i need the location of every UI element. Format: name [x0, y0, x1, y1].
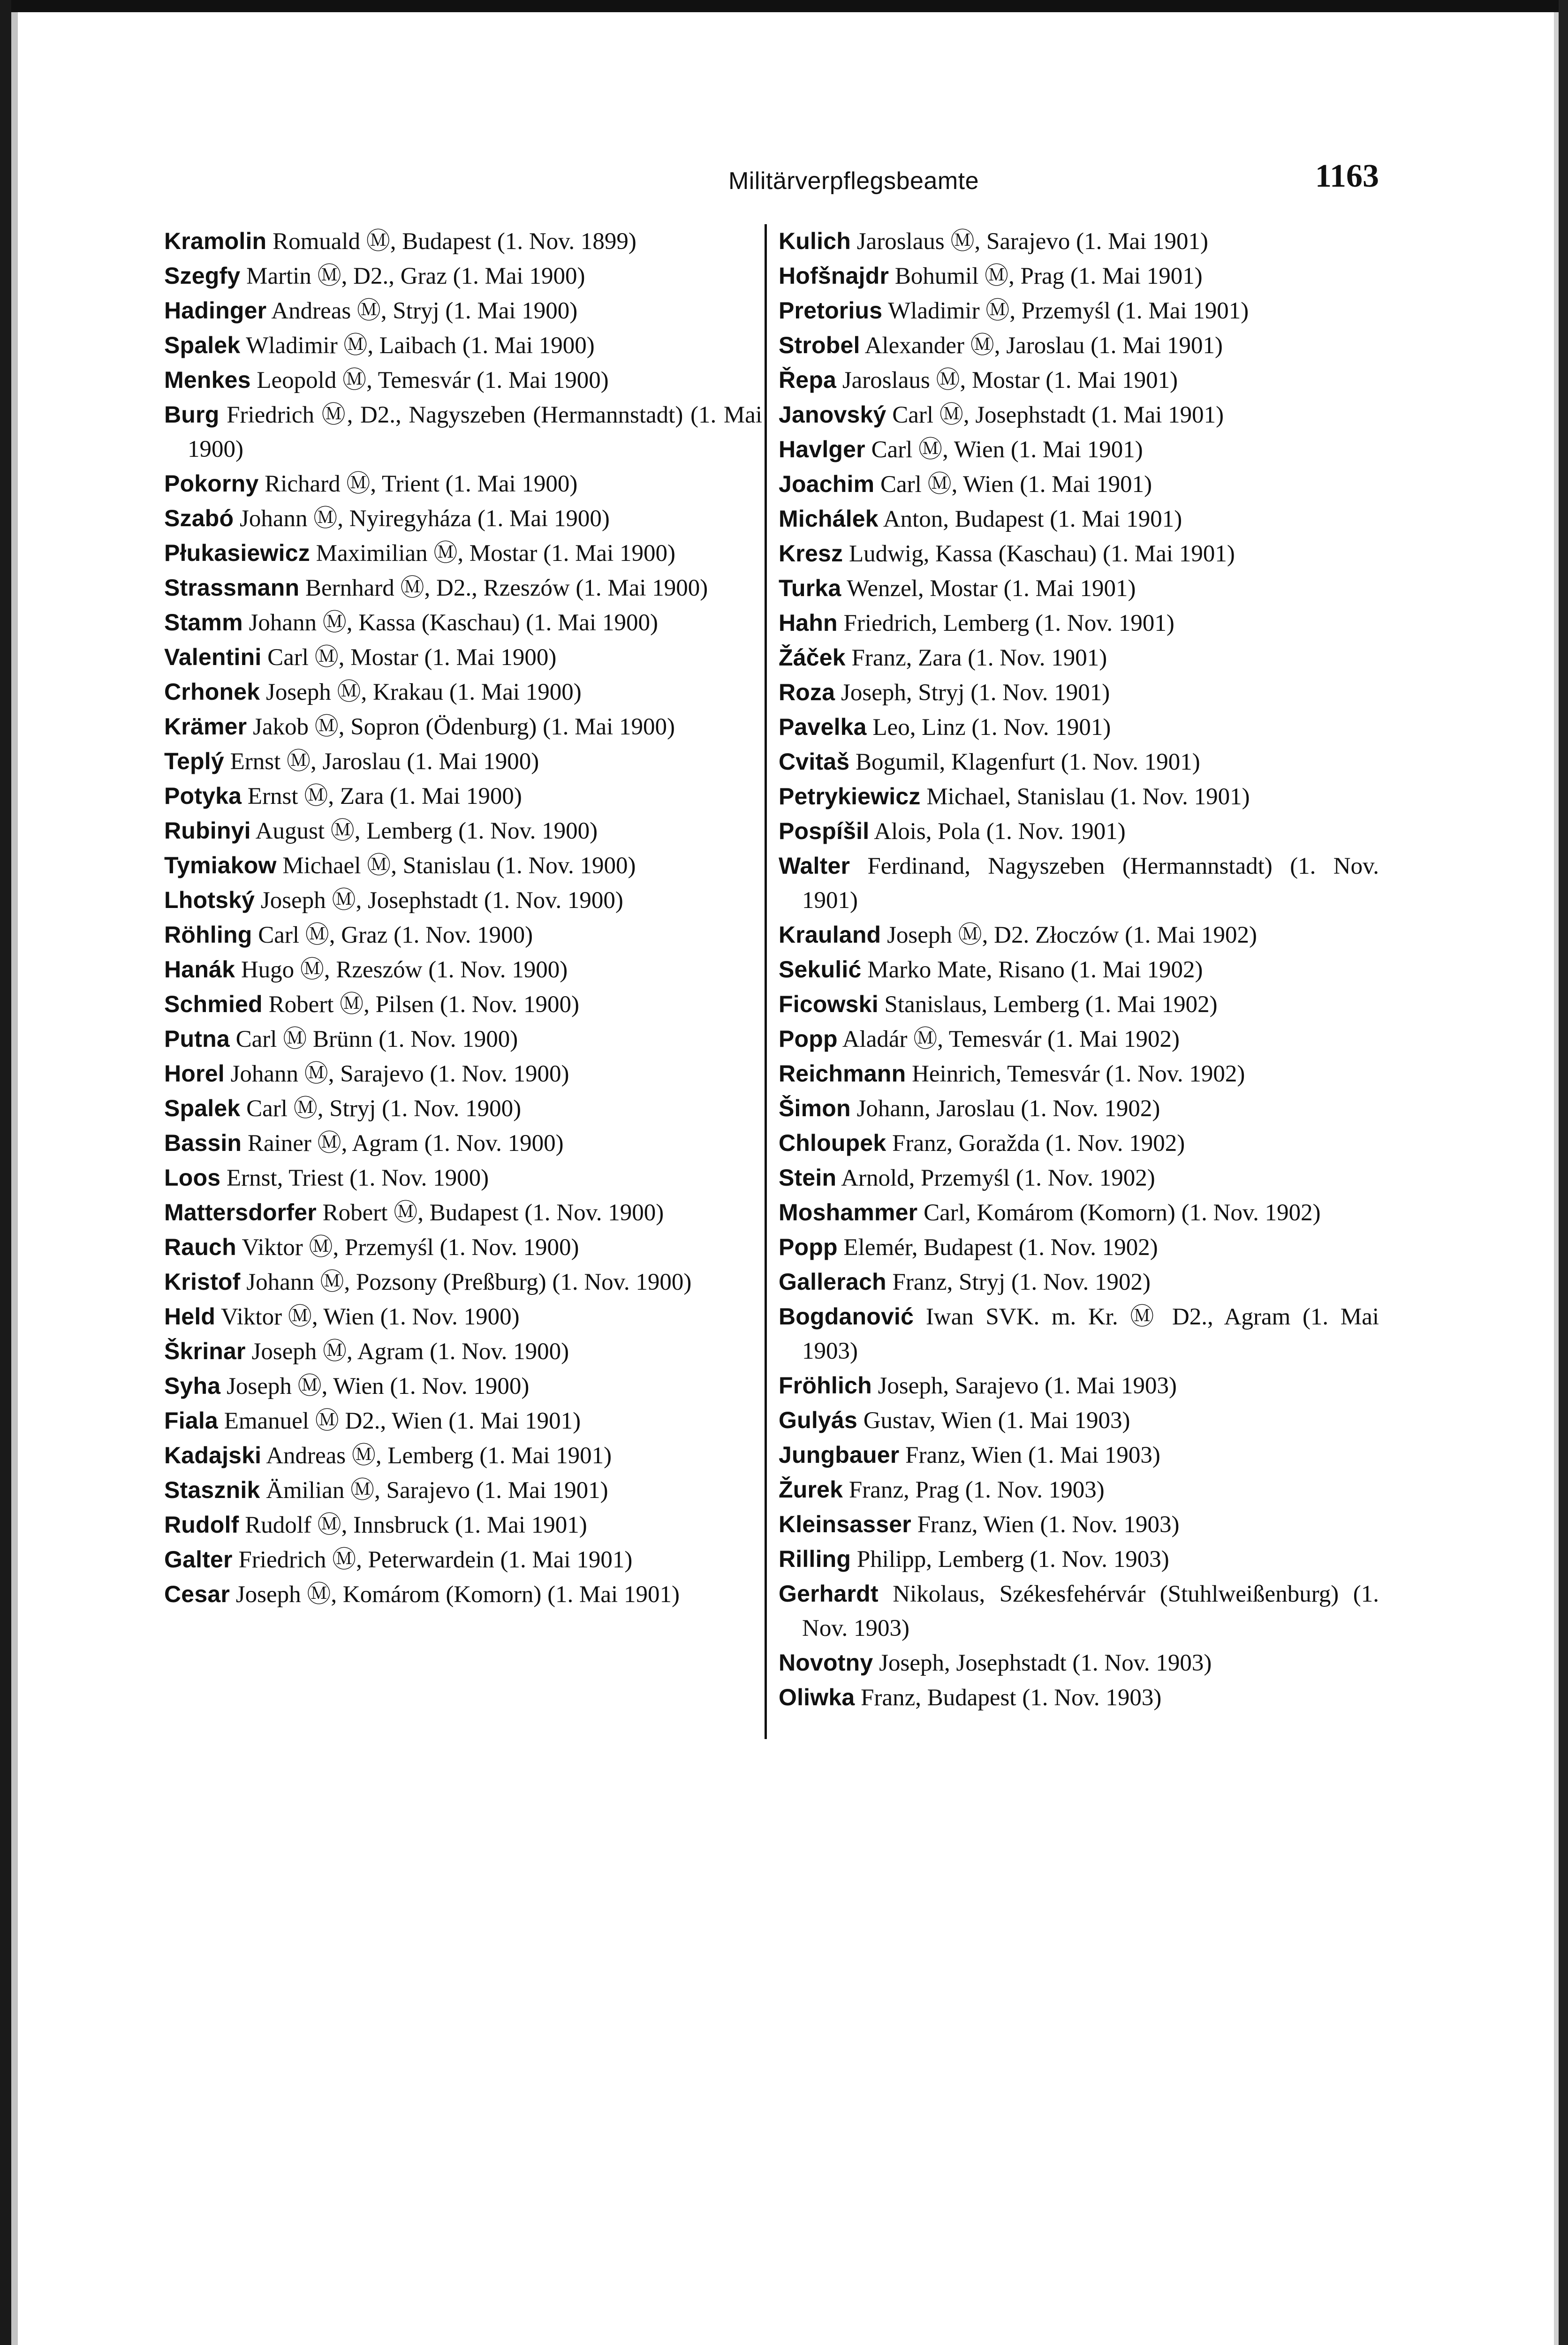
register-entry	[779, 259, 1379, 294]
scan-border-right	[1559, 0, 1568, 2345]
register-entry	[164, 1230, 762, 1265]
entry-surname: Hanák	[164, 956, 235, 983]
entry-surname: Fiala	[164, 1407, 218, 1434]
register-entry	[164, 1369, 762, 1404]
register-entry	[779, 918, 1379, 953]
entry-surname: Spalek	[164, 1095, 241, 1121]
entry-surname: Spalek	[164, 332, 241, 358]
entry-surname: Reichmann	[779, 1060, 906, 1087]
right-column	[779, 224, 1379, 1715]
entry-surname: Strobel	[779, 332, 860, 358]
register-entry	[164, 1508, 762, 1543]
entry-details: Rudolf Ⓜ, Innsbruck (1. Mai 1901)	[245, 1512, 587, 1538]
entry-details: Ernst, Triest (1. Nov. 1900)	[226, 1165, 489, 1191]
entry-details: Joseph Ⓜ, Krakau (1. Mai 1900)	[265, 679, 582, 705]
entry-details: Hugo Ⓜ, Rzeszów (1. Nov. 1900)	[241, 957, 568, 983]
register-entry	[779, 849, 1379, 918]
entry-details: Johann Ⓜ, Kassa (Kaschau) (1. Mai 1900)	[249, 610, 658, 636]
page-header	[164, 155, 1379, 206]
entry-details: Emanuel Ⓜ D2., Wien (1. Mai 1901)	[224, 1408, 581, 1434]
entry-details: Franz, Wien (1. Mai 1903)	[905, 1442, 1160, 1468]
entry-details: Heinrich, Temesvár (1. Nov. 1902)	[912, 1061, 1245, 1087]
entry-details: Ämilian Ⓜ, Sarajevo (1. Mai 1901)	[266, 1477, 608, 1504]
entry-details: Jaroslaus Ⓜ, Mostar (1. Mai 1901)	[842, 367, 1178, 393]
entry-details: Romuald Ⓜ, Budapest (1. Nov. 1899)	[273, 228, 636, 255]
entry-surname: Tymiakow	[164, 852, 277, 878]
register-entry	[164, 1543, 762, 1577]
register-entry	[779, 1161, 1379, 1195]
register-entry	[779, 363, 1379, 398]
register-entry	[779, 953, 1379, 987]
entry-surname: Rudolf	[164, 1512, 239, 1538]
entry-details: Jakob Ⓜ, Sopron (Ödenburg) (1. Mai 1900)	[253, 714, 675, 740]
entry-details: Franz, Zara (1. Nov. 1901)	[851, 645, 1107, 671]
register-entry	[779, 294, 1379, 328]
register-entry	[164, 1577, 762, 1612]
register-entry	[779, 1265, 1379, 1300]
entry-details: Anton, Budapest (1. Mai 1901)	[883, 506, 1182, 532]
entry-surname: Stamm	[164, 609, 243, 635]
entry-surname: Gerhardt	[779, 1581, 879, 1607]
entry-details: Carl Ⓜ Brünn (1. Nov. 1900)	[235, 1026, 518, 1052]
register-entry	[779, 1230, 1379, 1265]
entry-details: Franz, Goražda (1. Nov. 1902)	[892, 1130, 1185, 1157]
register-entry	[164, 605, 762, 640]
entry-surname: Kramolin	[164, 228, 267, 254]
entry-details: Elemér, Budapest (1. Nov. 1902)	[843, 1234, 1158, 1261]
entry-details: Johann Ⓜ, Nyiregyháza (1. Mai 1900)	[240, 506, 610, 532]
register-entry	[164, 259, 762, 294]
register-entry	[779, 1369, 1379, 1403]
entry-surname: Pospíšil	[779, 818, 870, 844]
register-entry	[164, 328, 762, 363]
register-entry	[164, 675, 762, 710]
entry-details: Franz, Prag (1. Nov. 1903)	[848, 1477, 1105, 1503]
entry-details: Wladimir Ⓜ, Przemyśl (1. Mai 1901)	[888, 298, 1249, 324]
register-entry	[779, 1438, 1379, 1473]
entry-surname: Turka	[779, 575, 841, 601]
entry-surname: Hahn	[779, 610, 838, 636]
entry-surname: Szegfy	[164, 263, 241, 289]
entry-surname: Syha	[164, 1373, 221, 1399]
register-entry	[164, 1022, 762, 1057]
entry-details: Viktor Ⓜ, Przemyśl (1. Nov. 1900)	[242, 1234, 579, 1261]
register-entry	[779, 328, 1379, 363]
register-entry	[164, 1334, 762, 1369]
entry-surname: Röhling	[164, 922, 252, 948]
entry-details: Friedrich Ⓜ, Peterwardein (1. Mai 1901)	[238, 1547, 633, 1573]
register-entry	[779, 1646, 1379, 1680]
entry-surname: Roza	[779, 679, 835, 705]
register-entry	[164, 224, 762, 259]
entry-surname: Krauland	[779, 922, 881, 948]
entry-details: Marko Mate, Risano (1. Mai 1902)	[867, 957, 1203, 983]
entry-details: Andreas Ⓜ, Stryj (1. Mai 1900)	[271, 298, 578, 324]
register-entry	[779, 1577, 1379, 1646]
entry-details: Alois, Pola (1. Nov. 1901)	[874, 818, 1126, 845]
register-entry	[164, 294, 762, 328]
entry-surname: Škrinar	[164, 1338, 246, 1364]
register-entry	[164, 953, 762, 987]
entry-surname: Kadajski	[164, 1442, 262, 1468]
page-number: 1163	[1315, 158, 1379, 194]
entry-surname: Pretorius	[779, 297, 883, 324]
entry-details: Johann Ⓜ, Pozsony (Preßburg) (1. Nov. 1900)	[246, 1269, 692, 1295]
register-entry	[779, 1507, 1379, 1542]
entry-details: Carl Ⓜ, Wien (1. Mai 1901)	[880, 471, 1152, 498]
entry-details: Leopold Ⓜ, Temesvár (1. Mai 1900)	[257, 367, 609, 393]
register-entry	[164, 1404, 762, 1438]
entry-details: Leo, Linz (1. Nov. 1901)	[872, 714, 1111, 741]
register-entry	[779, 745, 1379, 779]
register-entry	[779, 710, 1379, 745]
entry-details: Wladimir Ⓜ, Laibach (1. Mai 1900)	[246, 333, 595, 359]
entry-surname: Loos	[164, 1165, 221, 1191]
entry-details: August Ⓜ, Lemberg (1. Nov. 1900)	[255, 818, 598, 844]
register-entry	[164, 918, 762, 953]
register-entry	[164, 1057, 762, 1091]
entry-surname: Sekulić	[779, 956, 862, 983]
entry-surname: Strassmann	[164, 575, 300, 601]
entry-details: Friedrich Ⓜ, D2., Nagyszeben (Hermannstadt) (1. Mai 1900)	[188, 402, 762, 462]
register-entry	[779, 537, 1379, 571]
scan-border-left	[0, 0, 11, 2345]
entry-surname: Schmied	[164, 991, 263, 1017]
entry-details: Joseph Ⓜ, Wien (1. Nov. 1900)	[227, 1373, 530, 1399]
register-entry	[164, 363, 762, 398]
register-entry	[164, 398, 762, 467]
register-entry	[779, 1126, 1379, 1161]
entry-details: Richard Ⓜ, Trient (1. Mai 1900)	[265, 471, 578, 497]
entry-details: Joseph Ⓜ, Komárom (Komorn) (1. Mai 1901)	[235, 1581, 680, 1608]
entry-surname: Fröhlich	[779, 1372, 872, 1399]
column-rule	[765, 224, 767, 1739]
register-entry	[779, 1473, 1379, 1507]
entry-details: Stanislaus, Lemberg (1. Mai 1902)	[884, 991, 1218, 1018]
register-entry	[779, 1300, 1379, 1369]
register-entry	[779, 814, 1379, 849]
register-entry	[779, 1057, 1379, 1091]
entry-details: Ernst Ⓜ, Jaroslau (1. Mai 1900)	[230, 749, 539, 775]
entry-details: Friedrich, Lemberg (1. Nov. 1901)	[843, 610, 1174, 636]
entry-surname: Menkes	[164, 367, 251, 393]
entry-details: Joseph, Josephstadt (1. Nov. 1903)	[879, 1650, 1212, 1676]
entry-surname: Kleinsasser	[779, 1511, 911, 1537]
register-entry	[164, 710, 762, 744]
entry-surname: Valentini	[164, 644, 262, 670]
entry-surname: Cesar	[164, 1581, 230, 1607]
register-entry	[779, 432, 1379, 467]
entry-details: Viktor Ⓜ, Wien (1. Nov. 1900)	[221, 1304, 520, 1330]
register-entry	[164, 571, 762, 605]
entry-details: Joseph Ⓜ, D2. Złoczów (1. Mai 1902)	[887, 922, 1257, 948]
entry-surname: Petrykiewicz	[779, 783, 921, 809]
entry-details: Franz, Stryj (1. Nov. 1902)	[892, 1269, 1151, 1295]
entry-surname: Michálek	[779, 506, 879, 532]
entry-surname: Rauch	[164, 1234, 236, 1260]
register-entry	[164, 883, 762, 918]
register-entry	[779, 1195, 1379, 1230]
register-entry	[164, 1473, 762, 1508]
scan-shadow-left	[11, 12, 18, 2345]
entry-surname: Stein	[779, 1165, 837, 1191]
register-entry	[164, 640, 762, 675]
register-entry	[164, 1195, 762, 1230]
entry-surname: Bassin	[164, 1130, 242, 1156]
entry-details: Aladár Ⓜ, Temesvár (1. Mai 1902)	[842, 1026, 1180, 1052]
entry-surname: Cvitaš	[779, 749, 850, 775]
register-entry	[164, 1091, 762, 1126]
register-entry	[779, 987, 1379, 1022]
entry-surname: Hadinger	[164, 297, 267, 324]
register-entry	[779, 675, 1379, 710]
entry-surname: Gallerach	[779, 1269, 886, 1295]
entry-details: Robert Ⓜ, Budapest (1. Nov. 1900)	[322, 1200, 664, 1226]
register-entry	[779, 398, 1379, 432]
entry-details: Jaroslaus Ⓜ, Sarajevo (1. Mai 1901)	[856, 228, 1208, 255]
entry-details: Johann Ⓜ, Sarajevo (1. Nov. 1900)	[230, 1061, 569, 1087]
entry-surname: Popp	[779, 1234, 838, 1260]
entry-details: Alexander Ⓜ, Jaroslau (1. Mai 1901)	[864, 333, 1223, 359]
entry-details: Ernst Ⓜ, Zara (1. Mai 1900)	[247, 783, 522, 809]
register-entry	[164, 848, 762, 883]
register-entry	[164, 1300, 762, 1334]
entry-details: Carl Ⓜ, Wien (1. Mai 1901)	[871, 437, 1143, 463]
entry-surname: Bogdanović	[779, 1303, 914, 1330]
entry-details: Ludwig, Kassa (Kaschau) (1. Mai 1901)	[848, 541, 1235, 567]
entry-surname: Horel	[164, 1060, 225, 1087]
register-entry	[164, 1161, 762, 1195]
register-entry	[779, 1542, 1379, 1577]
entry-surname: Stasznik	[164, 1477, 260, 1503]
register-entry	[779, 779, 1379, 814]
entry-surname: Kristof	[164, 1269, 241, 1295]
entry-surname: Žáček	[779, 644, 846, 671]
entry-surname: Płukasiewicz	[164, 540, 310, 566]
register-entry	[164, 1265, 762, 1300]
entry-surname: Popp	[779, 1026, 838, 1052]
entry-surname: Krämer	[164, 713, 247, 740]
entry-details: Michael Ⓜ, Stanislau (1. Nov. 1900)	[282, 853, 636, 879]
register-entry	[164, 1126, 762, 1161]
register-entry	[164, 1438, 762, 1473]
entry-details: Robert Ⓜ, Pilsen (1. Nov. 1900)	[268, 991, 580, 1018]
entry-surname: Janovský	[779, 401, 886, 428]
register-entry	[779, 467, 1379, 502]
entry-details: Joseph Ⓜ, Josephstadt (1. Nov. 1900)	[260, 887, 623, 914]
register-entry	[779, 1091, 1379, 1126]
entry-surname: Hofšnajdr	[779, 263, 889, 289]
entry-surname: Crhonek	[164, 679, 260, 705]
register-entry	[164, 501, 762, 536]
register-entry	[779, 606, 1379, 641]
entry-surname: Rubinyi	[164, 817, 251, 844]
entry-surname: Pokorny	[164, 470, 259, 497]
entry-surname: Novotny	[779, 1649, 873, 1676]
entry-surname: Walter	[779, 853, 850, 879]
register-entry	[164, 744, 762, 779]
entry-surname: Šimon	[779, 1095, 851, 1121]
register-entry	[164, 814, 762, 848]
entry-details: Franz, Wien (1. Nov. 1903)	[917, 1512, 1180, 1538]
entry-details: Gustav, Wien (1. Mai 1903)	[863, 1407, 1130, 1434]
entry-surname: Potyka	[164, 783, 242, 809]
register-entry	[164, 779, 762, 814]
register-entry	[779, 1680, 1379, 1715]
entry-surname: Pavelka	[779, 714, 867, 740]
entry-details: Carl Ⓜ, Josephstadt (1. Mai 1901)	[892, 402, 1224, 428]
register-entry	[779, 571, 1379, 606]
entry-surname: Kulich	[779, 228, 851, 254]
entry-surname: Oliwka	[779, 1684, 855, 1710]
entry-surname: Kresz	[779, 540, 843, 567]
entry-details: Nikolaus, Székesfehérvár (Stuhlweißenburg) (1. Nov. 1903)	[802, 1581, 1379, 1642]
entry-details: Ferdinand, Nagyszeben (Hermannstadt) (1. Nov. 1901)	[802, 853, 1379, 914]
entry-details: Carl, Komárom (Komorn) (1. Nov. 1902)	[924, 1200, 1321, 1226]
entry-details: Carl Ⓜ, Stryj (1. Nov. 1900)	[246, 1096, 522, 1122]
register-entry	[779, 502, 1379, 537]
entry-surname: Ficowski	[779, 991, 879, 1017]
left-column	[164, 224, 762, 1612]
entry-surname: Žurek	[779, 1476, 843, 1503]
entry-details: Joseph, Sarajevo (1. Mai 1903)	[878, 1373, 1177, 1399]
entry-surname: Teplý	[164, 748, 224, 774]
entry-details: Joseph, Stryj (1. Nov. 1901)	[841, 680, 1110, 706]
register-entry	[779, 1403, 1379, 1438]
entry-surname: Putna	[164, 1026, 230, 1052]
entry-surname: Řepa	[779, 367, 837, 393]
entry-surname: Mattersdorfer	[164, 1199, 317, 1225]
entry-details: Michael, Stanislau (1. Nov. 1901)	[926, 784, 1250, 810]
entry-surname: Burg	[164, 401, 220, 428]
entry-details: Iwan SVK. m. Kr. Ⓜ D2., Agram (1. Mai 1903)	[802, 1304, 1379, 1364]
entry-details: Wenzel, Mostar (1. Mai 1901)	[847, 575, 1136, 602]
running-head: Militärverpflegsbeamte	[728, 167, 979, 195]
register-entry	[779, 1022, 1379, 1057]
scan-border-top	[0, 0, 1568, 12]
entry-surname: Szabó	[164, 505, 234, 531]
entry-surname: Chloupek	[779, 1130, 886, 1156]
entry-surname: Moshammer	[779, 1199, 918, 1225]
register-entry	[779, 224, 1379, 259]
entry-details: Carl Ⓜ, Graz (1. Nov. 1900)	[258, 922, 533, 948]
entry-details: Carl Ⓜ, Mostar (1. Mai 1900)	[267, 644, 557, 671]
entry-details: Joseph Ⓜ, Agram (1. Nov. 1900)	[251, 1339, 569, 1365]
entry-details: Franz, Budapest (1. Nov. 1903)	[861, 1685, 1162, 1711]
entry-surname: Rilling	[779, 1546, 851, 1572]
entry-details: Andreas Ⓜ, Lemberg (1. Mai 1901)	[266, 1443, 612, 1469]
entry-surname: Joachim	[779, 471, 875, 497]
register-entry	[164, 536, 762, 571]
scan-shadow-right	[1554, 12, 1559, 2345]
entry-surname: Jungbauer	[779, 1442, 900, 1468]
entry-details: Johann, Jaroslau (1. Nov. 1902)	[856, 1096, 1160, 1122]
entry-surname: Lhotský	[164, 887, 255, 913]
entry-details: Martin Ⓜ, D2., Graz (1. Mai 1900)	[246, 263, 585, 289]
entry-details: Bogumil, Klagenfurt (1. Nov. 1901)	[856, 749, 1200, 775]
entry-details: Maximilian Ⓜ, Mostar (1. Mai 1900)	[316, 540, 675, 567]
entry-surname: Held	[164, 1303, 216, 1330]
entry-details: Bohumil Ⓜ, Prag (1. Mai 1901)	[894, 263, 1203, 289]
entry-details: Bernhard Ⓜ, D2., Rzeszów (1. Mai 1900)	[305, 575, 708, 601]
entry-surname: Galter	[164, 1546, 233, 1573]
entry-surname: Havlger	[779, 436, 865, 462]
entry-surname: Gulyás	[779, 1407, 857, 1433]
register-entry	[164, 467, 762, 501]
entry-details: Arnold, Przemyśl (1. Nov. 1902)	[841, 1165, 1155, 1191]
entry-details: Philipp, Lemberg (1. Nov. 1903)	[856, 1546, 1169, 1573]
register-entry	[779, 641, 1379, 675]
register-entry	[164, 987, 762, 1022]
entry-details: Rainer Ⓜ, Agram (1. Nov. 1900)	[247, 1130, 564, 1157]
